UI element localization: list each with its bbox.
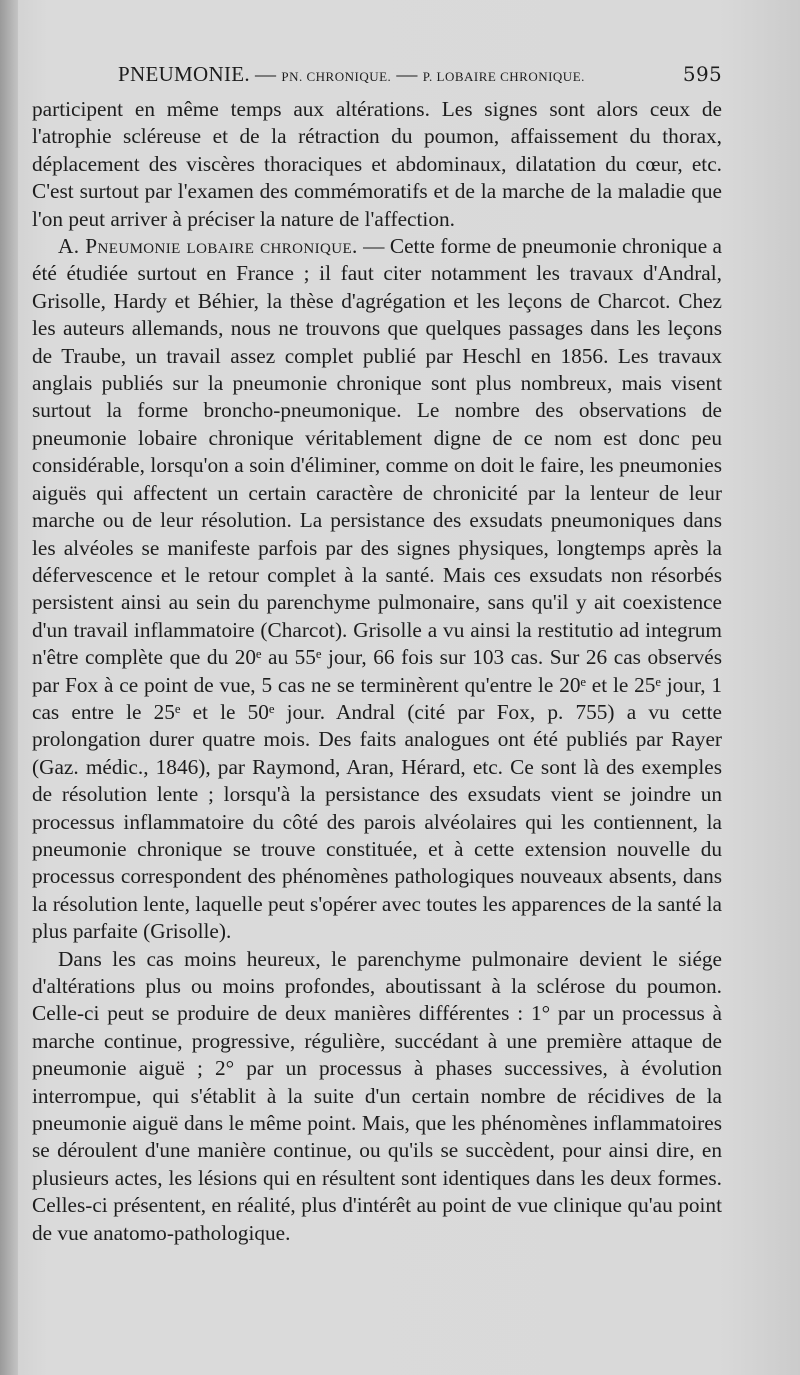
section-heading: A. Pneumonie lobaire chronique. [58, 234, 358, 259]
running-header [118, 62, 722, 88]
page-body [32, 96, 722, 1247]
header-section-2: P. LOBAIRE CHRONIQUE. [422, 69, 585, 84]
paragraph-section-a [32, 233, 722, 946]
paragraph-continuation: participent en même temps aux altérations. Les signes sont alors ceux de l'atrophie scléreuse et de la rétraction du poumon, affaissement du thorax, déplacement des viscères thoraciques et abdominaux, dilatation du cœur, etc. C'est surtout par l'examen des commémoratifs et de la marche de la maladie que l'on peut arriver à préciser la nature de l'affection. [32, 97, 722, 231]
header-dash-1: — [254, 62, 277, 86]
running-header-text [118, 62, 585, 87]
page-number: 595 [682, 62, 722, 86]
header-section-1: PN. CHRONIQUE. [281, 69, 392, 84]
running-title: PNEUMONIE. [118, 62, 250, 86]
page-gutter-shadow [0, 0, 18, 1375]
header-dash-2: — [396, 62, 418, 86]
paragraph-section-a-text: — Cette forme de pneumonie chronique a été étudiée surtout en France ; il faut citer notamment les travaux d'Andral, Grisolle, Hardy et Béhier, la thèse d'agrégation et les leçons de Charcot. Chez les auteurs allemands, nous ne trouvons que quelques passages dans les leçons de Traube, un travail assez complet publié par Heschl en 1856. Les travaux anglais publiés sur la pneumonie chronique sont plus nombreux, mais visent surtout la forme broncho-pneumonique. Le nombre des observations de pneumonie lobaire chronique véritablement digne de ce nom est donc peu considérable, lorsqu'on a soin d'éliminer, comme on doit le faire, les pneumonies aiguës qui affectent un certain caractère de chronicité par la lenteur de leur marche ou de leur résolution. La persistance des exsudats pneumoniques dans les alvéoles se manifeste parfois par des signes physiques, longtemps après la défervescence et le retour complet à la santé. Mais ces exsudats non résorbés persistent ainsi au sein du parenchyme pulmonaire, sans qu'il y ait coexistence d'un travail inflammatoire (Charcot). Grisolle a vu ainsi la restitutio ad integrum n'être complète que du 20ᵉ au 55ᵉ jour, 66 fois sur 103 cas. Sur 26 cas observés par Fox à ce point de vue, 5 cas ne se terminèrent qu'entre le 20ᵉ et le 25ᵉ jour, 1 cas entre le 25ᵉ et le 50ᵉ jour. Andral (cité par Fox, p. 755) a vu cette prolongation durer quatre mois. Des faits analogues ont été publiés par Rayer (Gaz. médic., 1846), par Raymond, Aran, Hérard, etc. Ce sont là des exemples de résolution lente ; lorsqu'à la persistance des exsudats vient se joindre un processus inflammatoire du côté des parois alvéolaires qui les contiennent, la pneumonie chronique se trouve constituée, et à cette extension nouvelle du processus correspondent des phénomènes pathologiques nouveaux absents, dans la résolution lente, laquelle peut s'opérer avec toutes les apparences de la santé la plus parfaite (Grisolle). [32, 234, 722, 944]
paragraph-sclerosis: Dans les cas moins heureux, le parenchyme pulmonaire devient le siége d'altérations plus ou moins profondes, aboutissant à la sclérose du poumon. Celle-ci peut se produire de deux manières différentes : 1° par un processus à marche continue, progressive, régulière, succédant à une première attaque de pneumonie aiguë ; 2° par un processus à phases successives, à évolution interrompue, qui s'établit à la suite d'un certain nombre de récidives de la pneumonie aiguë dans le même point. Mais, que les phénomènes inflammatoires se déroulent d'une manière continue, ou qu'ils se succèdent, pour ainsi dire, en plusieurs actes, les lésions qui en résultent sont identiques dans les deux formes. Celles-ci présentent, en réalité, plus d'intérêt au point de vue clinique qu'au point de vue anatomo-pathologique. [32, 946, 722, 1245]
